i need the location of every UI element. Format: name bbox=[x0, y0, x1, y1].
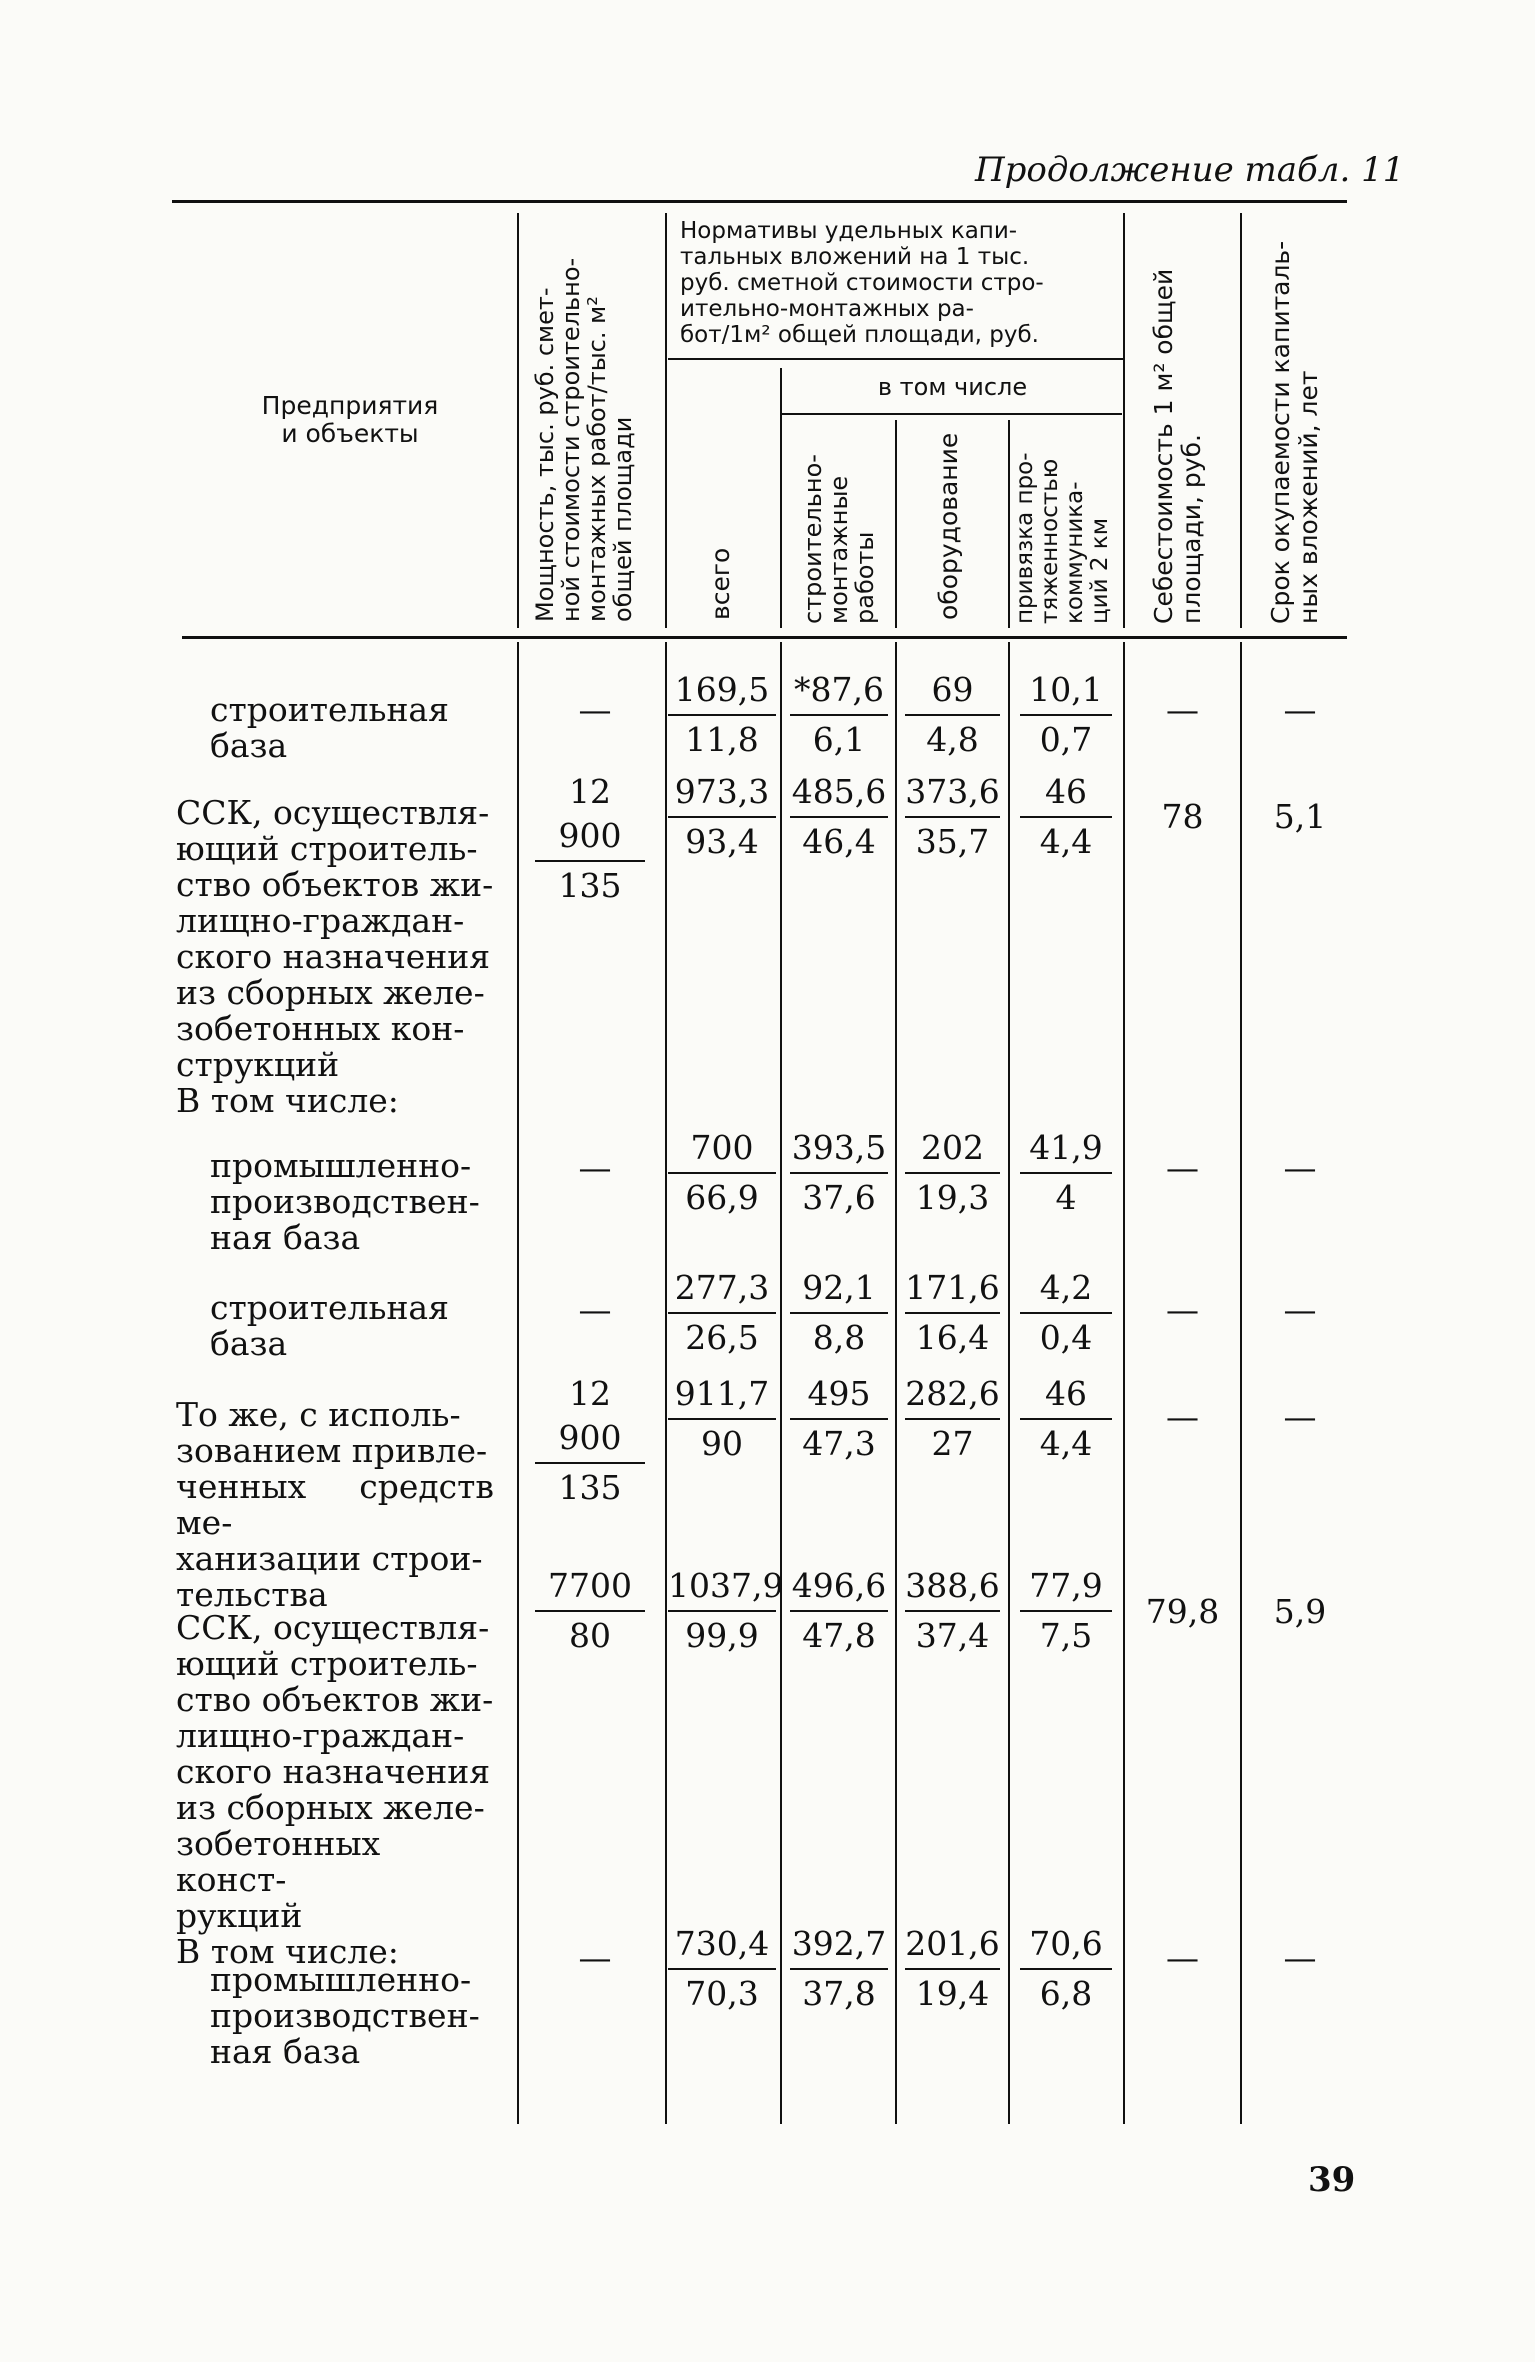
row-label: строительная база bbox=[210, 690, 449, 765]
cell-construction: $\frac{485,6}{46,4}$ bbox=[791, 772, 887, 861]
norms-group-rule bbox=[668, 358, 1123, 360]
cell-construction: $\frac{*87,6}{6,1}$ bbox=[790, 668, 888, 764]
row-label: промышленно- производствен- ная база bbox=[210, 1960, 480, 2071]
cell-total: $\frac{730,4}{70,3}$ bbox=[668, 1922, 776, 2018]
header-norms-group: Нормативы удельных капи- тальных вложений на 1 тыс. руб. сметной стоимости стро- ительно-монтажных ра- бот/1м² общей площади, руб. bbox=[680, 218, 1044, 348]
header-objects: Предприятия и объекты bbox=[261, 391, 439, 448]
row-label: строительная база bbox=[210, 1288, 449, 1363]
cell-construction: $\frac{392,7}{37,8}$ bbox=[791, 1924, 887, 2013]
cell-construction: $\frac{496,6}{47,8}$ bbox=[791, 1566, 887, 1655]
cell-binding: $\frac{70,6}{6,8}$ bbox=[1020, 1922, 1112, 2018]
cell-capacity: $\frac{12 900}{135}$ bbox=[535, 770, 645, 910]
col-divider bbox=[780, 642, 782, 2124]
cell-binding: $\frac{10,1}{0,7}$ bbox=[1020, 668, 1112, 764]
cell-equipment: $\frac{171,6}{16,4}$ bbox=[905, 1268, 1000, 1357]
cell-payback: 5,9 bbox=[1273, 1592, 1327, 1631]
table-header-bottom-rule bbox=[182, 636, 1347, 639]
cell-cost: — bbox=[1166, 1148, 1199, 1187]
col-divider bbox=[665, 213, 667, 628]
cell-total: $\frac{700}{66,9}$ bbox=[668, 1126, 776, 1222]
cell-payback: — bbox=[1283, 1397, 1317, 1436]
cell-binding: $\frac{4,2}{0,4}$ bbox=[1020, 1266, 1112, 1362]
cell-construction: $\frac{393,5}{37,6}$ bbox=[791, 1128, 887, 1217]
cell-equipment: $\frac{373,6}{35,7}$ bbox=[905, 772, 1000, 861]
cell-cost: — bbox=[1166, 1290, 1199, 1329]
row-label: ССК, осуществля- ющий строитель- ство объектов жи- лищно-граждан- ского назначения из сборных желе- зобетонных конст- рукций В том числе: bbox=[176, 1608, 494, 1971]
cell-total: $\frac{277,3}{26,5}$ bbox=[668, 1266, 776, 1362]
col-divider bbox=[517, 213, 519, 628]
cell-capacity: — bbox=[578, 1290, 612, 1329]
header-subgroup: в том числе bbox=[877, 373, 1028, 401]
cell-cost: — bbox=[1166, 1397, 1199, 1436]
header-cost: Себестоимость 1 м² общей площади, руб. bbox=[1149, 268, 1206, 624]
row-label: промышленно- производствен- ная база bbox=[210, 1146, 480, 1257]
header-equipment: оборудование bbox=[934, 432, 963, 620]
cell-capacity: — bbox=[578, 1938, 612, 1977]
header-total: всего bbox=[706, 547, 735, 620]
cell-cost: — bbox=[1166, 1938, 1199, 1977]
cell-equipment: $\frac{69}{4,8}$ bbox=[905, 668, 1000, 764]
cell-total: $\frac{973,3}{93,4}$ bbox=[668, 770, 776, 866]
cell-total: $\frac{169,5}{11,8}$ bbox=[668, 668, 776, 764]
cell-total: $\frac{1037,9}{99,9}$ bbox=[668, 1566, 784, 1655]
page-number: 39 bbox=[1308, 2160, 1356, 2200]
col-divider bbox=[665, 642, 667, 2124]
col-divider bbox=[1008, 642, 1010, 2124]
cell-cost: 78 bbox=[1161, 797, 1204, 836]
header-payback: Срок окупаемости капиталь- ных вложений, лет bbox=[1266, 240, 1323, 624]
col-divider bbox=[780, 368, 782, 628]
cell-equipment: $\frac{282,6}{27}$ bbox=[905, 1374, 1000, 1463]
cell-binding: $\frac{46}{4,4}$ bbox=[1020, 770, 1112, 866]
cell-payback: — bbox=[1283, 1938, 1317, 1977]
cell-payback: — bbox=[1283, 1148, 1317, 1187]
col-divider bbox=[895, 642, 897, 2124]
cell-equipment: $\frac{202}{19,3}$ bbox=[905, 1126, 1000, 1222]
cell-capacity: — bbox=[578, 1148, 612, 1187]
cell-cost: 79,8 bbox=[1145, 1592, 1220, 1631]
row-label: ССК, осуществля- ющий строитель- ство объектов жи- лищно-граждан- ского назначения из сборных желе- зобетонных кон- струкций В том числе: bbox=[176, 793, 494, 1120]
cell-equipment: $\frac{201,6}{19,4}$ bbox=[905, 1924, 1000, 2013]
cell-construction: $\frac{92,1}{8,8}$ bbox=[790, 1266, 888, 1362]
cell-equipment: $\frac{388,6}{37,4}$ bbox=[905, 1566, 1000, 1655]
col-divider bbox=[1123, 642, 1125, 2124]
table-caption: Продолжение табл. 11 bbox=[975, 150, 1405, 190]
header-binding: привязка про- тяженностью коммуника- ций 2 км bbox=[1012, 452, 1113, 624]
subgroup-rule bbox=[782, 413, 1122, 415]
cell-binding: $\frac{41,9}{4}$ bbox=[1020, 1126, 1112, 1222]
cell-payback: — bbox=[1283, 1290, 1317, 1329]
cell-payback: — bbox=[1283, 690, 1317, 729]
cell-capacity: — bbox=[578, 690, 612, 729]
col-divider bbox=[1240, 642, 1242, 2124]
header-construction: строительно- монтажные работы bbox=[799, 454, 879, 624]
cell-capacity: $\frac{12 900}{135}$ bbox=[535, 1372, 645, 1512]
col-divider bbox=[1008, 420, 1010, 628]
cell-capacity: $\frac{7700}{80}$ bbox=[535, 1564, 645, 1660]
cell-binding: $\frac{46}{4,4}$ bbox=[1020, 1372, 1112, 1468]
col-divider bbox=[1123, 213, 1125, 628]
col-divider bbox=[895, 420, 897, 628]
cell-total: $\frac{911,7}{90}$ bbox=[668, 1372, 776, 1468]
header-capacity: Мощность, тыс. руб. смет- ной стоимости строительно- монтажных работ/тыс. м² общей площади bbox=[531, 257, 637, 622]
cell-cost: — bbox=[1166, 690, 1199, 729]
cell-payback: 5,1 bbox=[1273, 797, 1327, 836]
table-top-rule bbox=[172, 200, 1347, 203]
col-divider bbox=[1240, 213, 1242, 628]
col-divider bbox=[517, 642, 519, 2124]
row-label: То же, с исполь- зованием привле- ченных средств ме- ханизации строи- тельства bbox=[176, 1395, 494, 1614]
cell-binding: $\frac{77,9}{7,5}$ bbox=[1020, 1564, 1112, 1660]
cell-construction: $\frac{495}{47,3}$ bbox=[790, 1372, 888, 1468]
